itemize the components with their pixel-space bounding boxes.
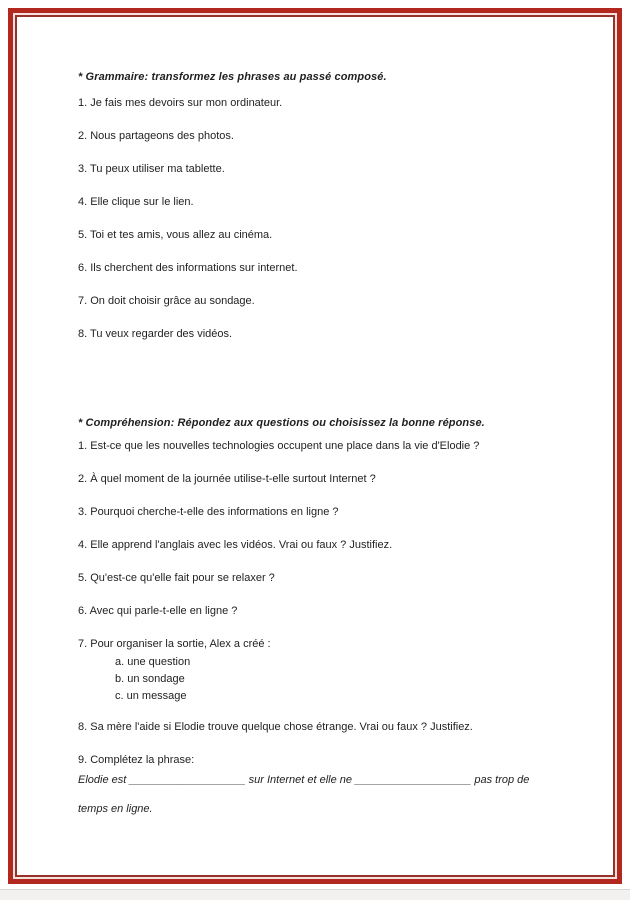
comprehension-heading: * Compréhension: Répondez aux questions ou choisissez la bonne réponse.	[78, 417, 485, 429]
question-7-option-c: c. un message	[115, 690, 187, 702]
page-border-frame	[8, 8, 622, 884]
grammar-item-2: 2. Nous partageons des photos.	[78, 130, 234, 142]
page-border-inner	[15, 15, 615, 877]
question-7-option-b: b. un sondage	[115, 673, 185, 685]
grammar-heading: * Grammaire: transformez les phrases au passé composé.	[78, 71, 387, 83]
worksheet-content	[17, 17, 613, 816]
comprehension-question-7: 7. Pour organiser la sortie, Alex a créé :	[78, 638, 271, 650]
comprehension-question-6: 6. Avec qui parle-t-elle en ligne ?	[78, 605, 238, 617]
comprehension-question-5: 5. Qu'est-ce qu'elle fait pour se relaxer ?	[78, 572, 275, 584]
comprehension-section	[78, 417, 573, 816]
fill-in-blank-line-2: temps en ligne.	[78, 803, 153, 815]
question-7-option-a: a. une question	[115, 656, 191, 668]
fill-in-blank-line-1: Elodie est ___________________ sur Internet et elle ne ___________________ pas trop de	[78, 774, 530, 786]
grammar-section	[78, 71, 573, 341]
comprehension-question-9: 9. Complétez la phrase:	[78, 754, 195, 766]
comprehension-question-4: 4. Elle apprend l'anglais avec les vidéos. Vrai ou faux ? Justifiez.	[78, 539, 393, 551]
grammar-item-6: 6. Ils cherchent des informations sur internet.	[78, 262, 298, 274]
grammar-item-3: 3. Tu peux utiliser ma tablette.	[78, 163, 225, 175]
comprehension-question-3: 3. Pourquoi cherche-t-elle des informations en ligne ?	[78, 506, 339, 518]
grammar-item-1: 1. Je fais mes devoirs sur mon ordinateur.	[78, 97, 283, 109]
page-edge-shadow	[0, 889, 630, 900]
grammar-item-7: 7. On doit choisir grâce au sondage.	[78, 295, 255, 307]
comprehension-question-8: 8. Sa mère l'aide si Elodie trouve quelque chose étrange. Vrai ou faux ? Justifiez.	[78, 721, 473, 733]
grammar-item-8: 8. Tu veux regarder des vidéos.	[78, 328, 233, 340]
grammar-item-5: 5. Toi et tes amis, vous allez au cinéma.	[78, 229, 273, 241]
grammar-item-4: 4. Elle clique sur le lien.	[78, 196, 194, 208]
comprehension-question-1: 1. Est-ce que les nouvelles technologies occupent une place dans la vie d'Elodie ?	[78, 440, 480, 452]
comprehension-question-2: 2. À quel moment de la journée utilise-t-elle surtout Internet ?	[78, 473, 376, 485]
